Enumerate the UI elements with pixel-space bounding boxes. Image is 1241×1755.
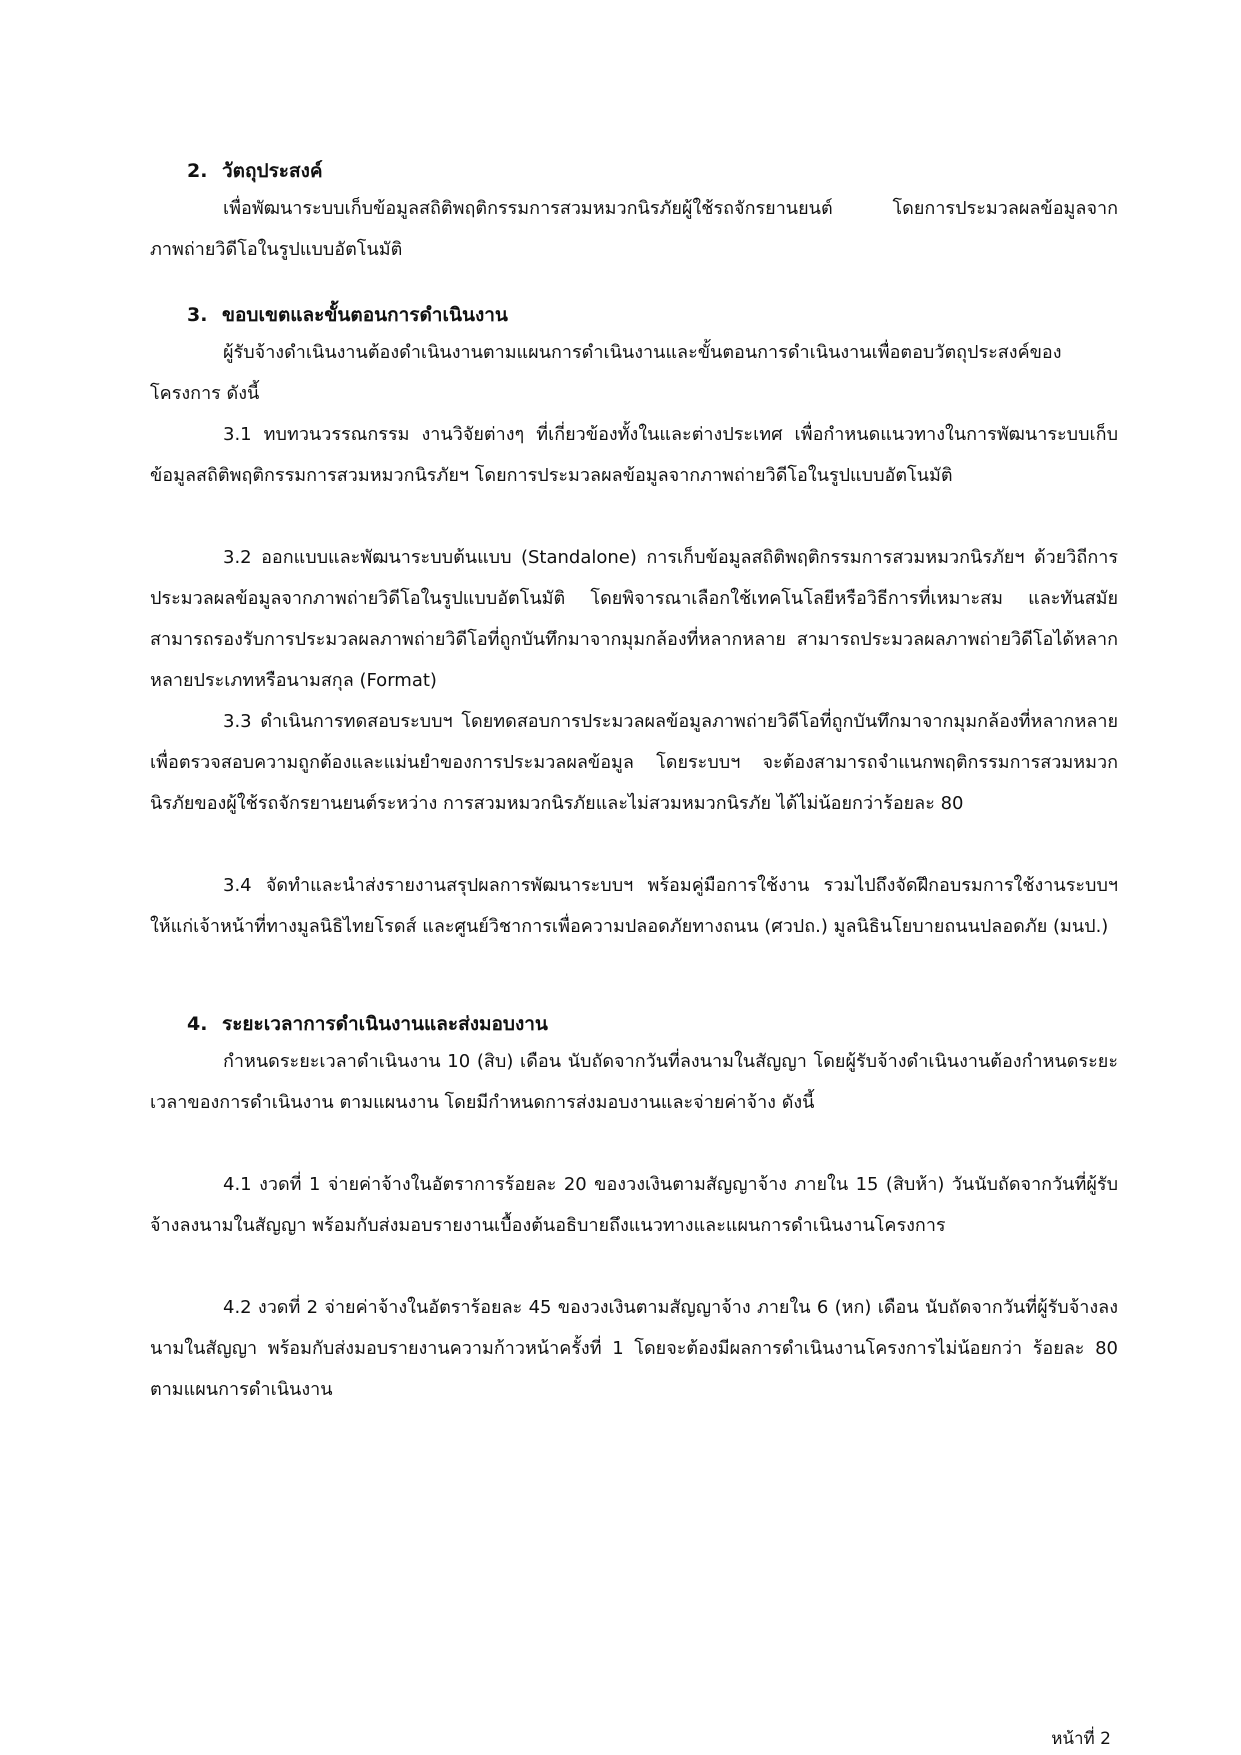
paragraph: 3.2 ออกแบบและพัฒนาระบบต้นแบบ (Standalone) การเก็บข้อมูลสถิติพฤติกรรมการสวมหมวกนิรภัยฯ ด้วยวิถีการประมวลผลข้อมูลจากภาพถ่ายวิดีโอในรูปแบบอัตโนมัติ โดยพิจารณาเลือกใช้เทคโนโลยีหรือวิธีการที่เหมาะสม และทันสมัย สามารถรองรับการประมวลผลภาพถ่ายวิดีโอที่ถูกบันทึกมาจากมุมกล้องที่หลากหลาย สามารถประมวลผลภาพถ่ายวิดีโอได้หลากหลายประเภทหรือนามสกุล (Format) [150,547,1118,691]
section-number: 3. [187,304,208,326]
page-number: หน้าที่ 2 [1051,1729,1111,1749]
section-heading [187,302,508,328]
section-heading [187,158,323,184]
paragraph: เพื่อพัฒนาระบบเก็บข้อมูลสถิติพฤติกรรมการสวมหมวกนิรภัยผู้ใช้รถจักรยานยนต์ โดยการประมวลผลข้อมูลจากภาพถ่ายวิดีโอในรูปแบบอัตโนมัติ [150,198,1118,260]
paragraph: 3.3 ดำเนินการทดสอบระบบฯ โดยทดสอบการประมวลผลข้อมูลภาพถ่ายวิดีโอที่ถูกบันทึกมาจากมุมกล้องที่หลากหลาย เพื่อตรวจสอบความถูกต้องและแม่นยำของการประมวลผลข้อมูล โดยระบบฯ จะต้องสามารถจำแนกพฤติกรรมการสวมหมวกนิรภัยของผู้ใช้รถจักรยานยนต์ระหว่าง การสวมหมวกนิรภัยและไม่สวมหมวกนิรภัย ได้ไม่น้อยกว่าร้อยละ 80 [150,711,1118,814]
paragraph: 4.2 งวดที่ 2 จ่ายค่าจ้างในอัตราร้อยละ 45 ของวงเงินตามสัญญาจ้าง ภายใน 6 (หก) เดือน นับถัดจากวันที่ผู้รับจ้างลงนามในสัญญา พร้อมกับส่งมอบรายงานความก้าวหน้าครั้งที่ 1 โดยจะต้องมีผลการดำเนินงานโครงการไม่น้อยกว่า ร้อยละ 80 ตามแผนการดำเนินงาน [150,1297,1118,1400]
section-number: 2. [187,160,208,182]
section-title: วัตถุประสงค์ [222,160,323,182]
paragraph: 3.4 จัดทำและนำส่งรายงานสรุปผลการพัฒนาระบบฯ พร้อมคู่มือการใช้งาน รวมไปถึงจัดฝึกอบรมการใช้งานระบบฯ ให้แก่เจ้าหน้าที่ทางมูลนิธิไทยโรดส์ และศูนย์วิชาการเพื่อความปลอดภัยทางถนน (ศวปถ.) มูลนิธินโยบายถนนปลอดภัย (มนป.) [150,875,1118,937]
paragraph: กำหนดระยะเวลาดำเนินงาน 10 (สิบ) เดือน นับถัดจากวันที่ลงนามในสัญญา โดยผู้รับจ้างดำเนินงานต้องกำหนดระยะเวลาของการดำเนินงาน ตามแผนงาน โดยมีกำหนดการส่งมอบงานและจ่ายค่าจ้าง ดังนี้ [150,1051,1118,1113]
paragraph: ผู้รับจ้างดำเนินงานต้องดำเนินงานตามแผนการดำเนินงานและขั้นตอนการดำเนินงานเพื่อตอบวัตถุประสงค์ของโครงการ ดังนี้ [150,342,1062,404]
section-title: ขอบเขตและขั้นตอนการดำเนินงาน [222,304,508,326]
section-number: 4. [187,1013,208,1035]
paragraph: 4.1 งวดที่ 1 จ่ายค่าจ้างในอัตราการร้อยละ 20 ของวงเงินตามสัญญาจ้าง ภายใน 15 (สิบห้า) วันนับถัดจากวันที่ผู้รับจ้างลงนามในสัญญา พร้อมกับส่งมอบรายงานเบื้องต้นอธิบายถึงแนวทางและแผนการดำเนินงานโครงการ [150,1174,1118,1236]
paragraph: 3.1 ทบทวนวรรณกรรม งานวิจัยต่างๆ ที่เกี่ยวข้องทั้งในและต่างประเทศ เพื่อกำหนดแนวทางในการพัฒนาระบบเก็บข้อมูลสถิติพฤติกรรมการสวมหมวกนิรภัยฯ โดยการประมวลผลข้อมูลจากภาพถ่ายวิดีโอในรูปแบบอัตโนมัติ [150,424,1118,486]
section-title: ระยะเวลาการดำเนินงานและส่งมอบงาน [222,1013,548,1035]
section-heading [187,1011,548,1037]
